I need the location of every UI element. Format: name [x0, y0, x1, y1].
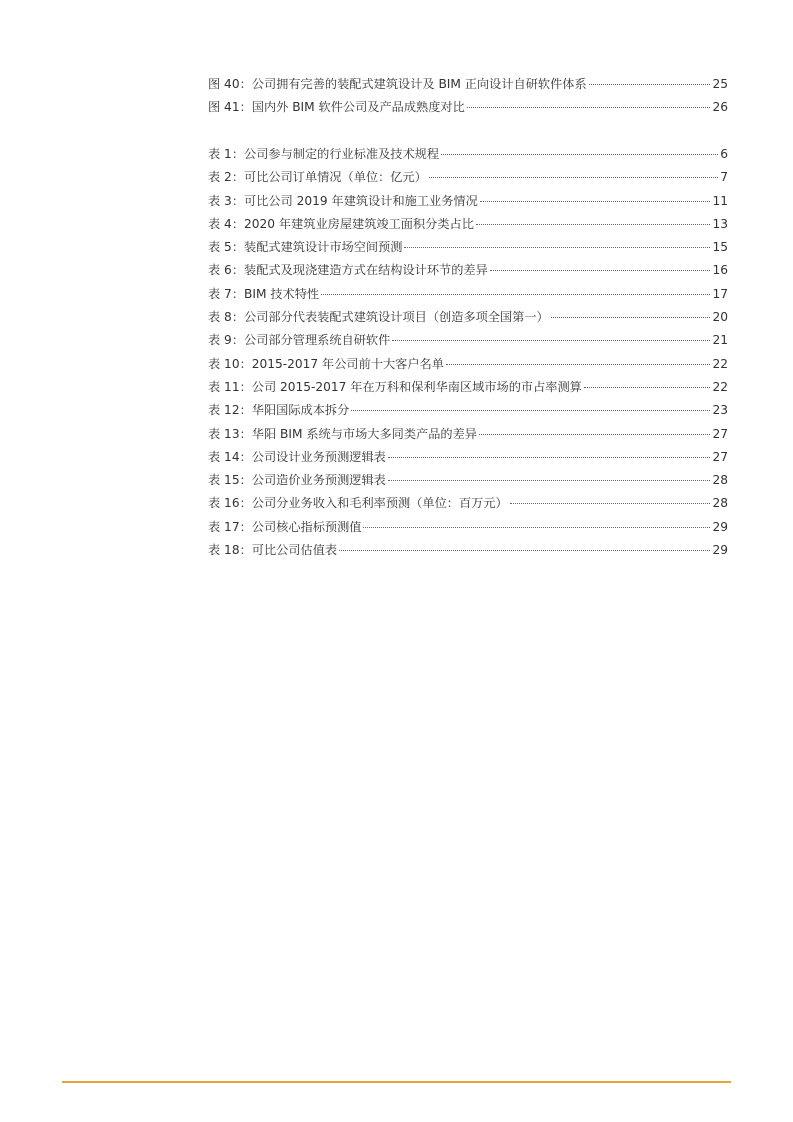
dot-leader — [589, 84, 711, 85]
toc-page-number: 29 — [712, 543, 728, 558]
dot-leader — [429, 177, 718, 178]
toc-page-number: 29 — [712, 519, 728, 534]
toc-entry-title: 表 13：华阳 BIM 系统与市场大多同类产品的差异 — [208, 426, 477, 441]
figure-toc-entry[interactable] — [208, 73, 728, 96]
table-toc-entry[interactable] — [208, 166, 728, 189]
toc-page-number: 28 — [712, 496, 728, 511]
toc-page-number: 20 — [712, 310, 728, 325]
toc-page-number: 28 — [712, 473, 728, 488]
dot-leader — [321, 294, 710, 295]
table-toc-entry[interactable] — [208, 190, 728, 213]
figure-list — [208, 73, 728, 120]
dot-leader — [388, 480, 711, 481]
toc-entry-title: 表 11：公司 2015-2017 年在万科和保利华南区域市场的市占率测算 — [208, 379, 582, 394]
table-toc-entry[interactable] — [208, 329, 728, 352]
toc-page-number: 17 — [712, 286, 728, 301]
toc-page-number: 22 — [712, 379, 728, 394]
table-toc-entry[interactable] — [208, 423, 728, 446]
table-toc-entry[interactable] — [208, 353, 728, 376]
toc-entry-title: 图 41：国内外 BIM 软件公司及产品成熟度对比 — [208, 100, 465, 115]
toc-entry-title: 表 16：公司分业务收入和毛利率预测（单位：百万元） — [208, 496, 508, 511]
toc-page-number: 6 — [720, 147, 728, 161]
toc-page-number: 13 — [712, 216, 728, 231]
dot-leader — [351, 410, 710, 411]
dot-leader — [479, 434, 711, 435]
toc-page-number: 21 — [712, 333, 728, 348]
dot-leader — [388, 457, 711, 458]
table-toc-entry[interactable] — [208, 469, 728, 492]
toc-page-number: 15 — [712, 240, 728, 255]
table-toc-entry[interactable] — [208, 283, 728, 306]
table-toc-entry[interactable] — [208, 143, 728, 166]
toc-entry-title: 表 12：华阳国际成本拆分 — [208, 403, 350, 418]
toc-page-number: 26 — [712, 100, 728, 115]
figure-toc-entry[interactable] — [208, 96, 728, 119]
dot-leader — [510, 503, 711, 504]
dot-leader — [404, 247, 710, 248]
dot-leader — [446, 364, 711, 365]
table-toc-entry[interactable] — [208, 306, 728, 329]
toc-page-number: 27 — [712, 449, 728, 464]
table-toc-entry[interactable] — [208, 492, 728, 515]
toc-page-number: 23 — [712, 403, 728, 418]
toc-entry-title: 表 9：公司部分管理系统自研软件 — [208, 333, 391, 348]
toc-entry-title: 表 4：2020 年建筑业房屋建筑竣工面积分类占比 — [208, 216, 474, 231]
table-toc-entry[interactable] — [208, 516, 728, 539]
table-toc-entry[interactable] — [208, 236, 728, 259]
toc-entry-title: 表 8：公司部分代表装配式建筑设计项目（创造多项全国第一） — [208, 310, 549, 325]
toc-page-number: 27 — [712, 426, 728, 441]
footer-rule — [62, 1081, 731, 1083]
dot-leader — [441, 154, 718, 155]
table-toc-entry[interactable] — [208, 399, 728, 422]
table-toc-entry[interactable] — [208, 376, 728, 399]
toc-entry-title: 表 17：公司核心指标预测值 — [208, 519, 362, 534]
table-toc-entry[interactable] — [208, 213, 728, 236]
toc-page-number: 16 — [712, 263, 728, 278]
dot-leader — [392, 340, 710, 341]
toc-entry-title: 表 6：装配式及现浇建造方式在结构设计环节的差异 — [208, 263, 488, 278]
table-list — [208, 143, 728, 562]
toc-entry-title: 表 2：可比公司订单情况（单位：亿元） — [208, 170, 427, 185]
toc-entry-title: 表 7：BIM 技术特性 — [208, 286, 320, 301]
dot-leader — [339, 550, 710, 551]
dot-leader — [476, 224, 711, 225]
toc-entry-title: 表 15：公司造价业务预测逻辑表 — [208, 473, 386, 488]
dot-leader — [490, 270, 711, 271]
toc-entry-title: 图 40：公司拥有完善的装配式建筑设计及 BIM 正向设计自研软件体系 — [208, 77, 587, 91]
dot-leader — [584, 387, 711, 388]
toc-page-number: 7 — [720, 170, 728, 185]
toc-entry-title: 表 14：公司设计业务预测逻辑表 — [208, 449, 386, 464]
table-toc-entry[interactable] — [208, 446, 728, 469]
toc-entry-title: 表 18：可比公司估值表 — [208, 543, 338, 558]
toc-page-number: 25 — [712, 77, 728, 91]
toc-page-number: 11 — [712, 193, 728, 208]
table-toc-entry[interactable] — [208, 539, 728, 562]
toc-entry-title: 表 10：2015-2017 年公司前十大客户名单 — [208, 356, 444, 371]
toc-entry-title: 表 5：装配式建筑设计市场空间预测 — [208, 240, 403, 255]
dot-leader — [363, 527, 710, 528]
table-toc-entry[interactable] — [208, 259, 728, 282]
dot-leader — [467, 107, 711, 108]
toc-entry-title: 表 3：可比公司 2019 年建筑设计和施工业务情况 — [208, 193, 478, 208]
toc-entry-title: 表 1：公司参与制定的行业标准及技术规程 — [208, 147, 440, 161]
dot-leader — [551, 317, 711, 318]
dot-leader — [480, 201, 711, 202]
toc-page-number: 22 — [712, 356, 728, 371]
